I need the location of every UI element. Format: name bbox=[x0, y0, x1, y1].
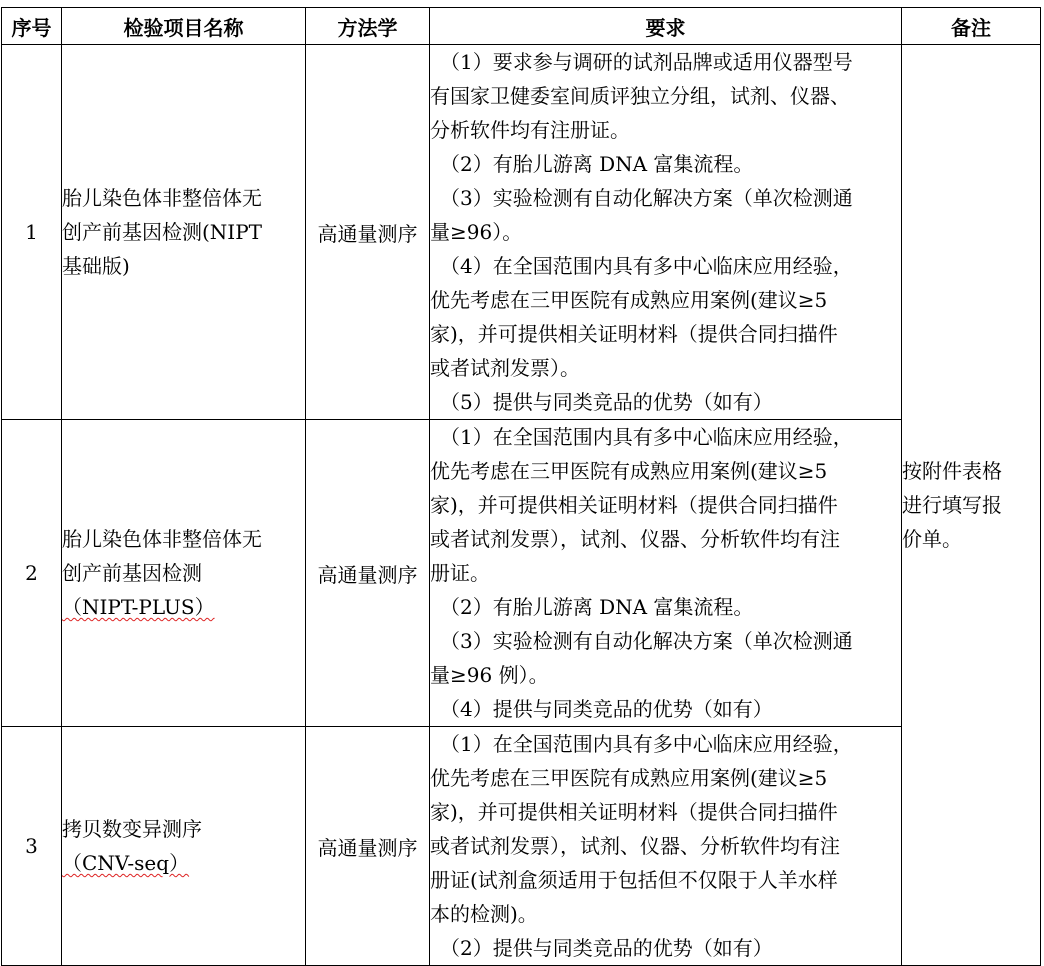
header-row bbox=[2, 8, 1041, 45]
item-name bbox=[62, 45, 306, 420]
requirement-line: 册证(试剂盒须适用于包括但不仅限于人羊水样 bbox=[430, 868, 838, 892]
requirement-line: 分析软件均有注册证。 bbox=[430, 118, 630, 142]
method-cell: 高通量测序 bbox=[306, 45, 430, 420]
table-row bbox=[2, 420, 1041, 727]
requirement-line: （1）在全国范围内具有多中心临床应用经验， bbox=[440, 732, 853, 756]
requirement-line: 册证。 bbox=[430, 561, 490, 585]
requirement-line: （1）在全国范围内具有多中心临床应用经验， bbox=[440, 425, 853, 449]
requirement-line: 量≥96 例）。 bbox=[430, 663, 549, 687]
requirement-line: （2）有胎儿游离 DNA 富集流程。 bbox=[440, 152, 754, 176]
header-requirements: 要求 bbox=[430, 8, 902, 45]
item-name-line: 创产前基因检测(NIPT bbox=[62, 220, 262, 244]
row-number: 2 bbox=[2, 420, 62, 727]
requirement-line: （1）要求参与调研的试剂品牌或适用仪器型号 bbox=[440, 50, 853, 74]
requirement-line: （2）有胎儿游离 DNA 富集流程。 bbox=[440, 595, 754, 619]
requirement-line: 优先考虑在三甲医院有成熟应用案例(建议≥5 bbox=[430, 288, 828, 312]
item-name-line: 基础版) bbox=[62, 254, 130, 278]
item-name-line: 胎儿染色体非整倍体无 bbox=[62, 186, 262, 210]
item-name-line: 创产前基因检测 bbox=[62, 561, 202, 585]
requirements-cell bbox=[430, 45, 902, 420]
requirement-line: 家)，并可提供相关证明材料（提供合同扫描件 bbox=[430, 322, 838, 346]
table-row bbox=[2, 727, 1041, 966]
item-name-line: 拷贝数变异测序 bbox=[62, 817, 202, 841]
item-name bbox=[62, 727, 306, 966]
requirement-line: 优先考虑在三甲医院有成熟应用案例(建议≥5 bbox=[430, 459, 828, 483]
table-row bbox=[2, 45, 1041, 420]
requirement-line: （3）实验检测有自动化解决方案（单次检测通 bbox=[440, 629, 853, 653]
requirements-cell bbox=[430, 420, 902, 727]
item-name-line: （CNV-seq） bbox=[62, 851, 190, 875]
requirement-line: 或者试剂发票），试剂、仪器、分析软件均有注 bbox=[430, 834, 840, 858]
requirements-table bbox=[1, 7, 1041, 966]
method-cell: 高通量测序 bbox=[306, 727, 430, 966]
requirement-line: （4）提供与同类竞品的优势（如有） bbox=[440, 697, 773, 721]
header-name: 检验项目名称 bbox=[62, 8, 306, 45]
requirement-line: 家)，并可提供相关证明材料（提供合同扫描件 bbox=[430, 493, 838, 517]
header-method: 方法学 bbox=[306, 8, 430, 45]
requirement-line: 量≥96）。 bbox=[430, 220, 523, 244]
requirement-line: （4）在全国范围内具有多中心临床应用经验， bbox=[440, 254, 853, 278]
row-number: 3 bbox=[2, 727, 62, 966]
item-name-line: （NIPT-PLUS） bbox=[62, 595, 215, 619]
requirements-cell bbox=[430, 727, 902, 966]
note-line: 价单。 bbox=[902, 527, 962, 551]
requirement-line: 或者试剂发票），试剂、仪器、分析软件均有注 bbox=[430, 527, 840, 551]
method-cell: 高通量测序 bbox=[306, 420, 430, 727]
requirement-line: （5）提供与同类竞品的优势（如有） bbox=[440, 390, 773, 414]
requirement-line: 本的检测)。 bbox=[430, 902, 538, 926]
header-no: 序号 bbox=[2, 8, 62, 45]
note-cell bbox=[902, 45, 1041, 966]
note-line: 按附件表格 bbox=[902, 459, 1002, 483]
item-name-line: 胎儿染色体非整倍体无 bbox=[62, 527, 262, 551]
requirement-line: （3）实验检测有自动化解决方案（单次检测通 bbox=[440, 186, 853, 210]
row-number: 1 bbox=[2, 45, 62, 420]
requirement-line: 或者试剂发票）。 bbox=[430, 356, 580, 380]
requirement-line: 优先考虑在三甲医院有成熟应用案例(建议≥5 bbox=[430, 766, 828, 790]
requirement-line: 有国家卫健委室间质评独立分组，试剂、仪器、 bbox=[430, 84, 850, 108]
header-note: 备注 bbox=[902, 8, 1041, 45]
item-name bbox=[62, 420, 306, 727]
requirement-line: （2）提供与同类竞品的优势（如有） bbox=[440, 936, 773, 960]
note-line: 进行填写报 bbox=[902, 493, 1002, 517]
requirement-line: 家)，并可提供相关证明材料（提供合同扫描件 bbox=[430, 800, 838, 824]
